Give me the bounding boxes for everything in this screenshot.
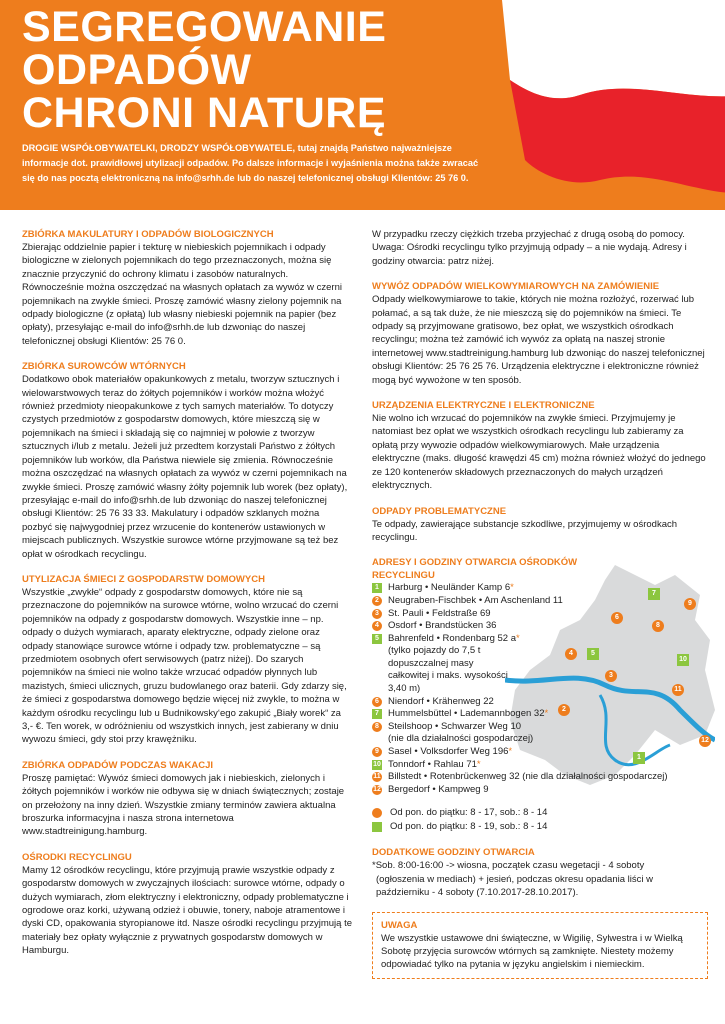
extra-hours-star: *	[544, 708, 549, 720]
section-holidays	[22, 759, 352, 839]
section-text: Dodatkowo obok materiałów opakunkowych z metalu, tworzyw sztucznych i wielowarstwowych teraz do żółtych pojemników i worków można włożyć również przedmioty nieopakunkowe z tych samych materiałów. To dotyczy czystych przedmiotów z gospodarstw domowych, które mieszczą się w pojemnikach na śmieci i składają się co najmniej w połowie z tworzyw sztucznych i/lub z metalu. Jeżeli już przedtem korzystali Państwo z żółtych pojemników lub worków, dla Państwa niewiele się zmienia. Równocześnie można oszczędzać na własnych opłatach za wywóz w czerni pojemnikach na zwykłe śmieci. Proszę zamówić własny żółty pojemnik lub worek (bez opłaty), przesyłając e-mail do info@srhh.de lub dzwoniąc do naszej telefonicznej obsługi Klientów: 25 76 33 33. Makulatury i odpadów szklanych można pozbyć się najwygodniej przez wrzucenie do kontenerów ustawionych w miejscach publicznych. Wszystkie surowce wtórne przyjmowane są też bez opłat w ośrodkach recyclingu.	[22, 374, 348, 560]
center-text: (nie dla działalności gospodarczej)	[388, 733, 534, 745]
green-square-icon	[372, 822, 382, 832]
section-hazardous	[372, 505, 707, 545]
title-line-1: SEGREGOWANIE	[22, 3, 387, 51]
marker-5: 5	[587, 648, 599, 660]
section-text: Nie wolno ich wrzucać do pojemników na zwykłe śmieci. Przyjmujemy je natomiast bez opłat we wszystkich ośrodkach recyclingu lub zabieramy za opłatą przy wywozie odpadów wielkowymiarowych. Małe urządzenia elektryczne (maks. długość krawędzi 45 cm) można również włożyć do jednego ze 120 kontenerów składowych przeznaczonych do małych urządzeń elektrycznych.	[372, 413, 706, 492]
center-item	[372, 771, 707, 784]
center-text: Hummelsbüttel • Lademannbogen 32	[388, 708, 545, 720]
center-text: Bahrenfeld • Rondenbarg 52 a	[388, 632, 516, 644]
center-number-badge: 5	[372, 634, 382, 644]
section-text: Mamy 12 ośrodków recyclingu, które przyjmują prawie wszystkie odpady z gospodarstw domowych w zwyczajnych ilościach: surowce wtórne, odpady o dużych wymiarach, złom elektryczny i elektroniczny, odpady problematyczne i ogrodowe oraz korki, używaną odzież i obuwie, tonery, naboje atramentowe i dyski CD, opakowania styropianowe itd. Nasze ośrodki recyclingu przyjmują te materiały bez opłaty wyłącznie z prywatnych gospodarstw domowych w Hamburgu.	[22, 864, 353, 957]
marker-7: 7	[648, 588, 660, 600]
center-text: St. Pauli • Feldstraße 69	[388, 607, 491, 619]
section-heading: ZBIÓRKA SUROWCÓW WTÓRNYCH	[22, 361, 186, 373]
center-item	[372, 708, 707, 721]
center-item	[372, 721, 707, 734]
left-column	[22, 228, 352, 970]
section-heading: OŚRODKI RECYCLINGU	[22, 851, 132, 863]
marker-9: 9	[684, 598, 696, 610]
center-text: (tylko pojazdy do 7,5 t	[388, 645, 481, 657]
header-banner	[0, 0, 725, 210]
section-text: Proszę pamiętać: Wywóz śmieci domowych jak i niebieskich, zielonych i żółtych pojemników i worków nie odbywa się w dniach świątecznych; zostaje on przełożony na inny dzień. Wszystkie zmiany terminów zawiera aktualna broszurka informacyjna i nasza strona internetowa www.stadtreinigung.hamburg.	[22, 772, 345, 838]
center-item	[372, 608, 707, 621]
extra-hours-star: *	[476, 758, 481, 770]
intro-text: DROGIE WSPÓŁOBYWATELKI, DRODZY WSPÓŁOBYWATELE, tutaj znajdą Państwo najważniejsze informacje dot. prawidłowej utylizacji odpadów. Po dalsze informacje i wyjaśnienia można także zwracać się do nas pocztą elektroniczną na info@srhh.de lub do naszej telefonicznej obsługi Klientów: 25 76 0.	[22, 143, 479, 183]
center-number-badge: 9	[372, 747, 382, 757]
center-number-badge: 1	[372, 583, 382, 593]
center-number-badge: 3	[372, 609, 382, 619]
center-number-badge: 2	[372, 596, 382, 606]
section-text: Odpady wielkowymiarowe to takie, których nie można rozłożyć, rozerwać lub połamać, a są tak duże, że nie mieszczą się do pojemników na śmieci. Te odpady są przyjmowane gratisowo, bez opłat, we wszystkich ośrodkach recyclingu; można też zamówić ich wywóz za opłatą na naszej stronie internetowej www.stadtreinigung.hamburg lub dzwoniąc do naszej telefonicznej obsługi Klientów: 25 76 25 76. Urządzenia elektryczne i elektroniczne również mogą być wywożone w ten sposób.	[372, 294, 705, 386]
center-item	[372, 595, 707, 608]
marker-3: 3	[605, 670, 617, 682]
center-text: Niendorf • Krähenweg 22	[388, 695, 494, 707]
center-item	[372, 658, 707, 671]
center-item	[372, 620, 707, 633]
marker-8: 8	[652, 620, 664, 632]
section-heading: WYWÓZ ODPADÓW WIELKOWYMIAROWYCH NA ZAMÓWIENIE	[372, 281, 660, 293]
section-heading: DODATKOWE GODZINY OTWARCIA	[372, 847, 535, 859]
section-recyclables	[22, 360, 352, 561]
center-number-badge: 4	[372, 621, 382, 631]
marker-11: 11	[672, 684, 684, 696]
right-column	[372, 228, 707, 979]
center-item	[372, 784, 707, 797]
legend-green: Od pon. do piątku: 8 - 19, sob.: 8 - 14	[372, 820, 707, 834]
section-heading: UTYLIZACJA ŚMIECI Z GOSPODARSTW DOMOWYCH	[22, 573, 265, 585]
title-line-3: CHRONI NATURĘ	[22, 89, 387, 137]
main-title	[22, 3, 387, 137]
extra-hours-star: *	[510, 582, 514, 594]
center-item	[372, 696, 707, 709]
marker-1: 1	[633, 752, 645, 764]
center-item	[372, 645, 707, 658]
section-heavy-items	[372, 228, 707, 268]
title-line-2: ODPADÓW	[22, 46, 252, 94]
marker-4: 4	[565, 648, 577, 660]
center-text: Billstedt • Rotenbrückenweg 32 (nie dla działalności gospodarczej)	[388, 771, 668, 783]
center-number-badge: 8	[372, 722, 382, 732]
extra-hours-line-3: październiku - 4 soboty (7.10.2017-28.10.2017).	[376, 887, 579, 899]
center-list	[372, 582, 707, 796]
marker-2: 2	[558, 704, 570, 716]
marker-6: 6	[611, 612, 623, 624]
section-text: Wszystkie „zwykłe“ odpady z gospodarstw domowych, które nie są przeznaczone do pojemników na surowce wtórne, wolno wrzucać do czerni pojemników na odpady z gospodarstw domowych. Wszystkie inne – np. odpady o dużych wymiarach, aparaty elektryczne, odpady zielone oraz odpady stanowiące surowce wtórne i odpady tzw. problematyczne – są przedmiotem osobnych ofert serwisowych (patrz niżej). Do szarych pojemników na śmieci nie wolno także wrzucać odpadów płynnych lub mazistych, śmieci ulicznych, gruzu budowlanego oraz baterii. Gdy zdarzy się, że śmieci z gospodarstwa domowego będzie więcej niż zwykle, to można w każdym ośrodku recyclingu lub u Budnikowsky‘ego zakupić „Biały worek“ za 3,- €. Ten worek, w odróżnieniu od wszystkich innych, jest zabierany w dniu wywozu śmieci, gdy stoi przy krawężniku.	[22, 586, 347, 746]
center-item	[372, 633, 707, 646]
center-text: Sasel • Volksdorfer Weg 196	[388, 746, 509, 758]
section-bulky-waste	[372, 280, 707, 387]
section-heading: ADRESY I GODZINY OTWARCIA OŚRODKÓW RECYCLINGU	[372, 557, 578, 582]
legend-orange: Od pon. do piątku: 8 - 17, sob.: 8 - 14	[372, 806, 707, 820]
center-text: Bergedorf • Kampweg 9	[388, 783, 489, 795]
center-text: Steilshoop • Schwarzer Weg 10	[388, 720, 522, 732]
center-text: dopuszczalnej masy	[388, 657, 474, 669]
center-item	[372, 683, 707, 696]
center-text: Osdorf • Brandstücken 36	[388, 620, 497, 632]
extra-hours-line-1: *Sob. 8:00-16:00 -> wiosna, początek czasu wegetacji - 4 soboty	[372, 860, 645, 872]
center-text: całkowitej i maks. wysokości	[388, 670, 508, 682]
center-number-badge: 10	[373, 760, 381, 768]
section-electronics	[372, 399, 707, 492]
center-number-badge: 12	[373, 785, 381, 793]
center-text: Neugraben-Fischbek • Am Aschenland 11	[388, 594, 563, 606]
hours-legend	[372, 806, 707, 834]
notice-box	[372, 912, 708, 979]
section-heading: ZBIÓRKA MAKULATURY I ODPADÓW BIOLOGICZNYCH	[22, 229, 274, 240]
orange-dot-icon	[372, 808, 382, 818]
center-number-badge: 7	[372, 709, 382, 719]
center-text: 3,40 m)	[388, 683, 421, 695]
section-text: Te odpady, zawierające substancje szkodliwe, przyjmujemy w ośrodkach recyclingu.	[372, 518, 678, 543]
center-item	[372, 582, 707, 595]
center-item	[372, 670, 707, 683]
notice-text: We wszystkie ustawowe dni świąteczne, w Wigilię, Sylwestra i w Wielką Sobotę przyjęcia surowców wtórnych są zamknięte. Niestety możemy odpowiadać tylko na pytania w języku angielskim i niemieckim.	[381, 932, 683, 971]
marker-10: 10	[677, 654, 689, 666]
section-household-waste	[22, 573, 352, 747]
section-heading: ZBIÓRKA ODPADÓW PODCZAS WAKACJI	[22, 759, 214, 771]
section-center-addresses	[372, 556, 707, 834]
center-text: Harburg • Neuländer Kamp 6	[388, 582, 511, 594]
center-number-badge: 11	[373, 773, 381, 781]
section-text: Zbierając oddzielnie papier i tekturę w niebieskich pojemnikach i odpady biologiczne w zielonych pojemnikach do tego przeznaczonych, można się znacznie przyczynić do ochrony klimatu i zasobów naturalnych. Równocześnie można oszczędzać na własnych opłatach za wywóz w czerni pojemnikach na zwykłe śmieci. Proszę zamówić własny zielony pojemnik na odpady biologiczne (z opłatą) lub własny niebieski pojemnik na papier (bez opłaty), przesyłając e-mail do info@srhh.de lub dzwoniąc do naszej telefonicznej obsługi Klientów: 25 76 0.	[22, 242, 342, 347]
section-heading: URZĄDZENIA ELEKTRYCZNE I ELEKTRONICZNE	[372, 400, 595, 412]
center-number-badge: 6	[372, 697, 382, 707]
section-text: W przypadku rzeczy ciężkich trzeba przyjechać z drugą osobą do pomocy. Uwaga: Ośrodki recyclingu tylko przyjmują odpady – a nie wydają. Adresy i godziny otwarcia: patrz niżej.	[372, 229, 687, 267]
polish-flag-graphic	[470, 0, 725, 210]
section-heading: ODPADY PROBLEMATYCZNE	[372, 505, 507, 517]
notice-heading: UWAGA	[381, 919, 418, 931]
center-text: Tonndorf • Rahlau 71	[388, 758, 477, 770]
section-biowaste	[22, 228, 352, 348]
section-recycling-centers	[22, 851, 352, 958]
extra-hours-line-2: (ogłoszenia w mediach) + jesień, podczas okresu opadania liści w	[376, 873, 653, 885]
center-item	[372, 746, 707, 759]
section-extra-hours	[372, 846, 707, 899]
extra-hours-star: *	[508, 746, 513, 758]
extra-hours-star: *	[515, 632, 520, 644]
center-item	[372, 733, 707, 746]
marker-12: 12	[699, 735, 711, 747]
center-item	[372, 759, 707, 772]
